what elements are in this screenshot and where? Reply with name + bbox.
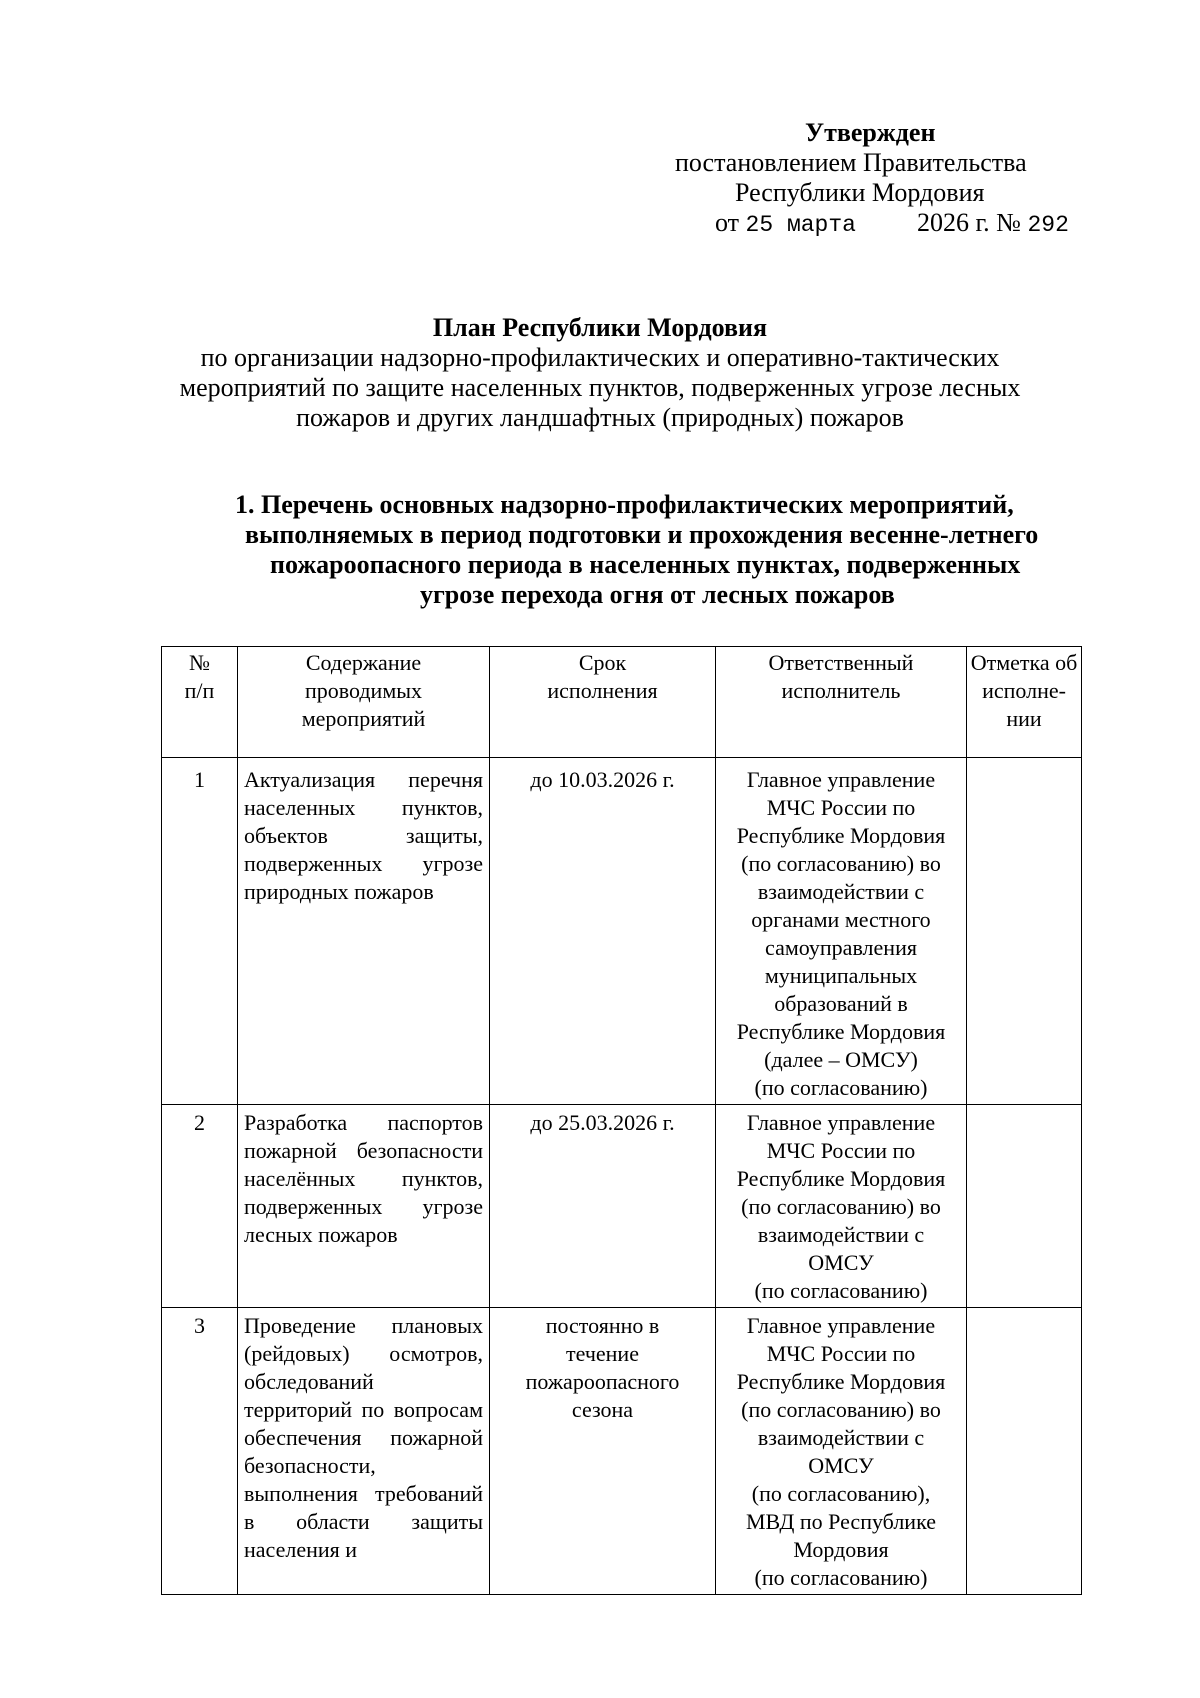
section-title-line-4: угрозе перехода огня от лесных пожаров [420,580,895,609]
row-deadline: до 25.03.2026 г. [490,1105,716,1308]
row-deadline: постоянно в течение пожароопасного сезона [490,1308,716,1595]
header-content: Содержание проводимых мероприятий [238,647,490,758]
row-mark [967,758,1082,1105]
table-row [162,758,1082,1105]
header-responsible: Ответственный исполнитель [716,647,967,758]
plan-table [161,646,1082,1595]
row-mark [967,1308,1082,1595]
table-header-row [162,647,1082,758]
header-num: № п/п [162,647,238,758]
row-deadline: до 10.03.2026 г. [490,758,716,1105]
row-content: Проведение плановых (рейдовых) осмотров, обследований территорий по вопросам обеспечения пожарной безопасности, выполнения требований в области защиты населения и [238,1308,490,1595]
row-mark [967,1105,1082,1308]
section-title [235,490,1135,610]
approval-date-value: 25 марта [745,212,856,238]
plan-header [150,313,1050,433]
row-responsible: Главное управление МЧС России по Республике Мордовия (по согласованию) во взаимодействии с органами местного самоуправления муниципальных образований в Республике Мордовия (далее – ОМСУ) (по согласованию) [716,758,967,1105]
header-deadline: Срок исполнения [490,647,716,758]
row-content: Актуализация перечня населенных пунктов, объектов защиты, подверженных угрозе природных пожаров [238,758,490,1105]
approval-title: Утвержден [805,118,936,147]
table-row [162,1308,1082,1595]
plan-subtitle-line-1: по организации надзорно-профилактических и оперативно-тактических [200,343,1000,372]
row-num: 1 [162,758,238,1105]
plan-subtitle-line-3: пожаров и других ландшафтных (природных) пожаров [296,403,904,432]
approval-line-republic: Республики Мордовия [735,178,985,207]
row-num: 3 [162,1308,238,1595]
approval-year: 2026 г. № [916,208,1021,237]
row-content: Разработка паспортов пожарной безопасности населённых пунктов, подверженных угрозе лесных пожаров [238,1105,490,1308]
approval-date-line [675,208,1095,240]
plan-subtitle-line-2: мероприятий по защите населенных пунктов, подверженных угрозе лесных [179,373,1021,402]
section-title-line-1: 1. Перечень основных надзорно-профилактических мероприятий, [235,490,1014,519]
row-responsible: Главное управление МЧС России по Республике Мордовия (по согласованию) во взаимодействии с ОМСУ (по согласованию), МВД по Республике Мордовия (по согласованию) [716,1308,967,1595]
row-responsible: Главное управление МЧС России по Республике Мордовия (по согласованию) во взаимодействии с ОМСУ (по согласованию) [716,1105,967,1308]
approval-date-prefix: от [715,208,740,237]
approval-number: 292 [1027,212,1069,238]
row-num: 2 [162,1105,238,1308]
plan-title: План Республики Мордовия [432,313,768,342]
table-row [162,1105,1082,1308]
section-title-line-2: выполняемых в период подготовки и прохождения весенне-летнего [245,520,1039,549]
section-title-line-3: пожароопасного периода в населенных пунктах, подверженных [270,550,1021,579]
approval-block [675,118,1095,240]
header-mark: Отметка об исполне- нии [967,647,1082,758]
approval-line-resolution: постановлением Правительства [675,148,1027,177]
